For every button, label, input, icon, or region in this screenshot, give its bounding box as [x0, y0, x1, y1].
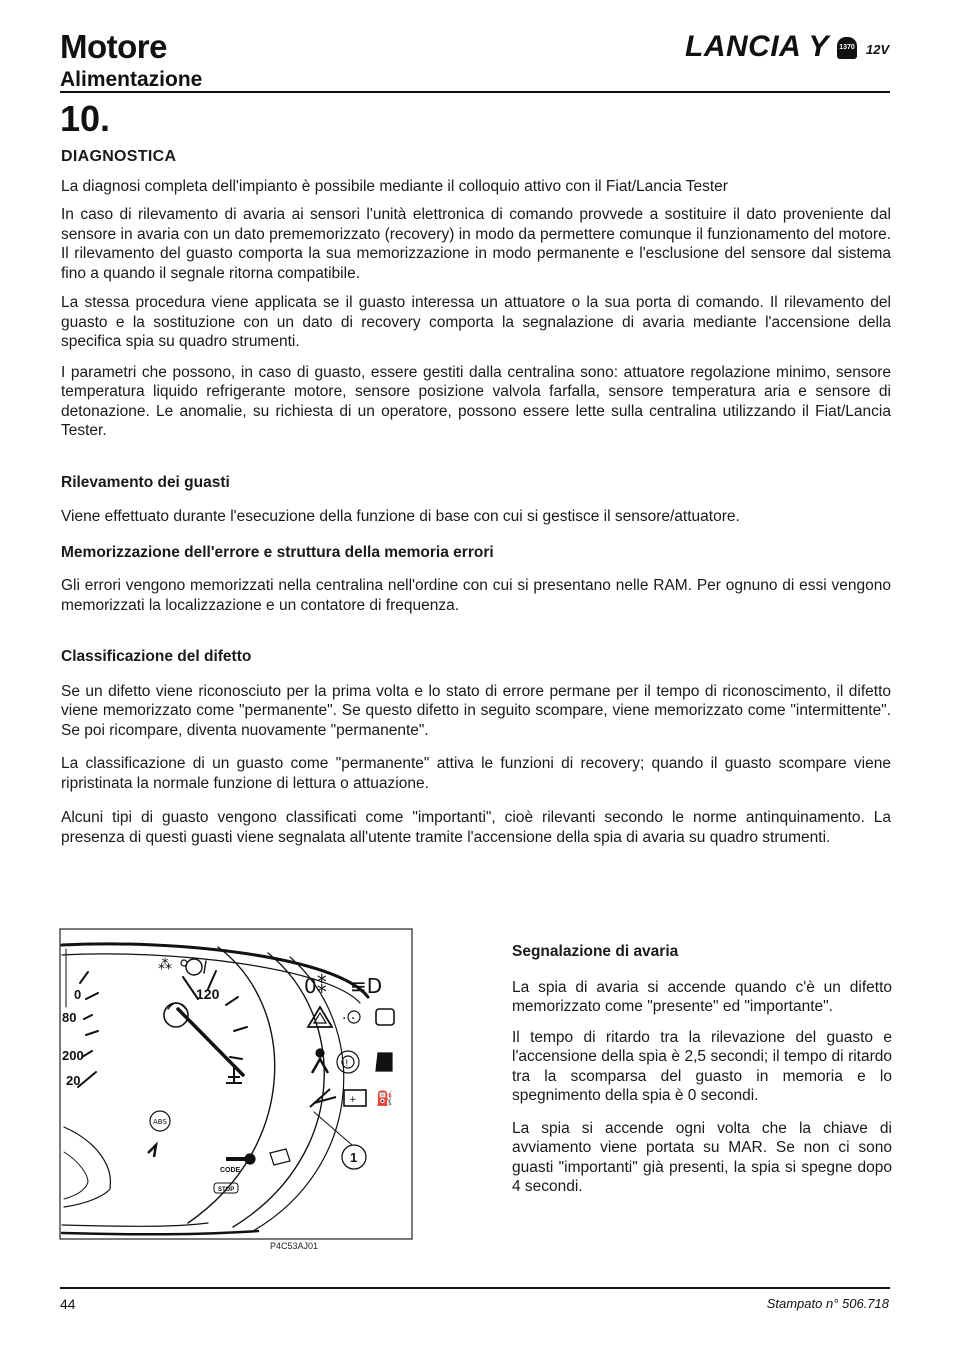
- svg-text:+: +: [349, 1095, 357, 1105]
- paragraph: I parametri che possono, in caso di guasto, essere gestiti dalla centralina sono: attuatore regolazione minimo, sensore temperatura liquido refrigerante motore, sensore posizione valvola farfalla, sensore temperatura aria e sensore di detonazione. Le anomalie, su richiesta di un operatore, possono essere lette sulla centralina utilizzando il Fiat/Lancia Tester.: [61, 363, 891, 439]
- paragraph: Alcuni tipi di guasto vengono classificati come "importanti", cioè rilevanti secondo le norme antinquinamento. La presenza di questi guasti viene segnalata all'utente tramite l'accensione della spia di avaria su quadro strumenti.: [61, 809, 891, 846]
- paragraph: La classificazione di un guasto come "permanente" attiva le funzioni di recovery; quando il guasto scompare viene ripristinata la normale funzione di lettura o attuazione.: [61, 755, 891, 792]
- instrument-cluster-drawing: [58, 927, 414, 1241]
- paragraph: Gli errori vengono memorizzati nella centralina nell'ordine con cui si presentano nelle RAM. Per ognuno di essi vengono memorizzati la localizzazione e un contatore di frequenza.: [61, 577, 891, 614]
- figure-code: P4C53AJ01: [270, 1241, 319, 1251]
- main-text: [61, 147, 891, 847]
- scale-label: 80: [62, 1010, 77, 1025]
- print-reference: Stampato n° 506.718: [766, 1296, 889, 1311]
- subheading-memorizzazione: Memorizzazione dell'errore e struttura della memoria errori: [61, 543, 494, 561]
- page-title: Motore: [60, 28, 167, 65]
- subheading-classificazione: Classificazione del difetto: [61, 648, 252, 665]
- stop-label: STOP: [218, 1187, 235, 1193]
- warning-signal-text: [512, 942, 892, 1197]
- page-subtitle: Alimentazione: [60, 68, 203, 91]
- scale-label: 20: [66, 1073, 81, 1088]
- header-divider: [60, 91, 890, 93]
- svg-text:!: !: [345, 1059, 349, 1069]
- paragraph: Se un difetto viene riconosciuto per la prima volta e lo stato di errore permane per il tempo di riconoscimento, il difetto viene memorizzato come "permanente". Se questo difetto in seguito scompare, viene memorizzato come "intermittente". Se poi ricompare, diventa nuovamente "permanente".: [61, 682, 891, 739]
- svg-text:ABS: ABS: [153, 1118, 167, 1126]
- subheading-segnalazione: Segnalazione di avaria: [512, 943, 679, 960]
- instrument-cluster-figure: [58, 927, 414, 1241]
- section-number: 10.: [60, 98, 111, 139]
- paragraph: Il tempo di ritardo tra la rilevazione del guasto e l'accensione della spia è 2,5 secondi; il tempo di ritardo tra la scomparsa del guasto in memoria e lo spegnimento della spia è 0 secondi.: [512, 1028, 892, 1104]
- scale-label: 0: [74, 987, 82, 1002]
- scale-label: 120: [196, 986, 220, 1002]
- svg-text:⛽: ⛽: [376, 1091, 394, 1107]
- code-label: CODE: [220, 1167, 241, 1174]
- svg-text:· ·: · ·: [342, 1011, 356, 1027]
- brand-name: LANCIA Y: [685, 30, 830, 63]
- diagnostics-heading: DIAGNOSTICA: [61, 148, 177, 165]
- svg-text:≡D: ≡D: [350, 974, 383, 998]
- page-number: 44: [60, 1296, 76, 1312]
- callout-number: 1: [350, 1150, 358, 1165]
- fuel-icon: [376, 1090, 393, 1107]
- paragraph: In caso di rilevamento di avaria ai sensori l'unità elettronica di comando provvede a sostituire il dato proveniente dal sensore in avaria con un dato prememorizzato (recovery) in modo da permettere comunque il funzionamento del motore. Il rilevamento del guasto comporta la sua memorizzazione in modo permanente e l'esclusione del sensore dal sistema fino a quando il segnale ritorna compatibile.: [61, 206, 891, 282]
- paragraph: Viene effettuato durante l'esecuzione della funzione di base con cui si gestisce il sensore/attuatore.: [61, 508, 740, 525]
- beam-icon: [350, 974, 382, 998]
- paragraph: La diagnosi completa dell'impianto è possibile mediante il colloquio attivo con il Fiat/Lancia Tester: [61, 177, 728, 195]
- paragraph: La spia si accende ogni volta che la chiave di avviamento viene portata su MAR. Se non ci sono guasti "importanti" già presenti, la spia si spegne dopo 4 secondi.: [512, 1119, 892, 1195]
- door-icon: [376, 1053, 392, 1071]
- svg-text:⁂: ⁂: [158, 957, 172, 973]
- paragraph: La spia di avaria si accende quando c'è un difetto memorizzato come "presente" ed "importante".: [512, 978, 892, 1015]
- svg-text:0⁑: 0⁑: [304, 974, 327, 998]
- fog-lamp-icon: [304, 974, 327, 998]
- engine-badge: 1370: [837, 37, 857, 59]
- scale-label: 200: [62, 1048, 84, 1063]
- footer-divider: [60, 1287, 890, 1289]
- paragraph: La stessa procedura viene applicata se il guasto interessa un attuatore o la sua porta di comando. Il rilevamento del guasto e la sostituzione con un dato di recovery comporta la segnalazione di avaria mediante l'accensione della specifica spia su quadro strumenti.: [61, 294, 891, 350]
- subheading-rilevamento: Rilevamento dei guasti: [61, 473, 230, 491]
- valve-label: 12V: [866, 42, 890, 57]
